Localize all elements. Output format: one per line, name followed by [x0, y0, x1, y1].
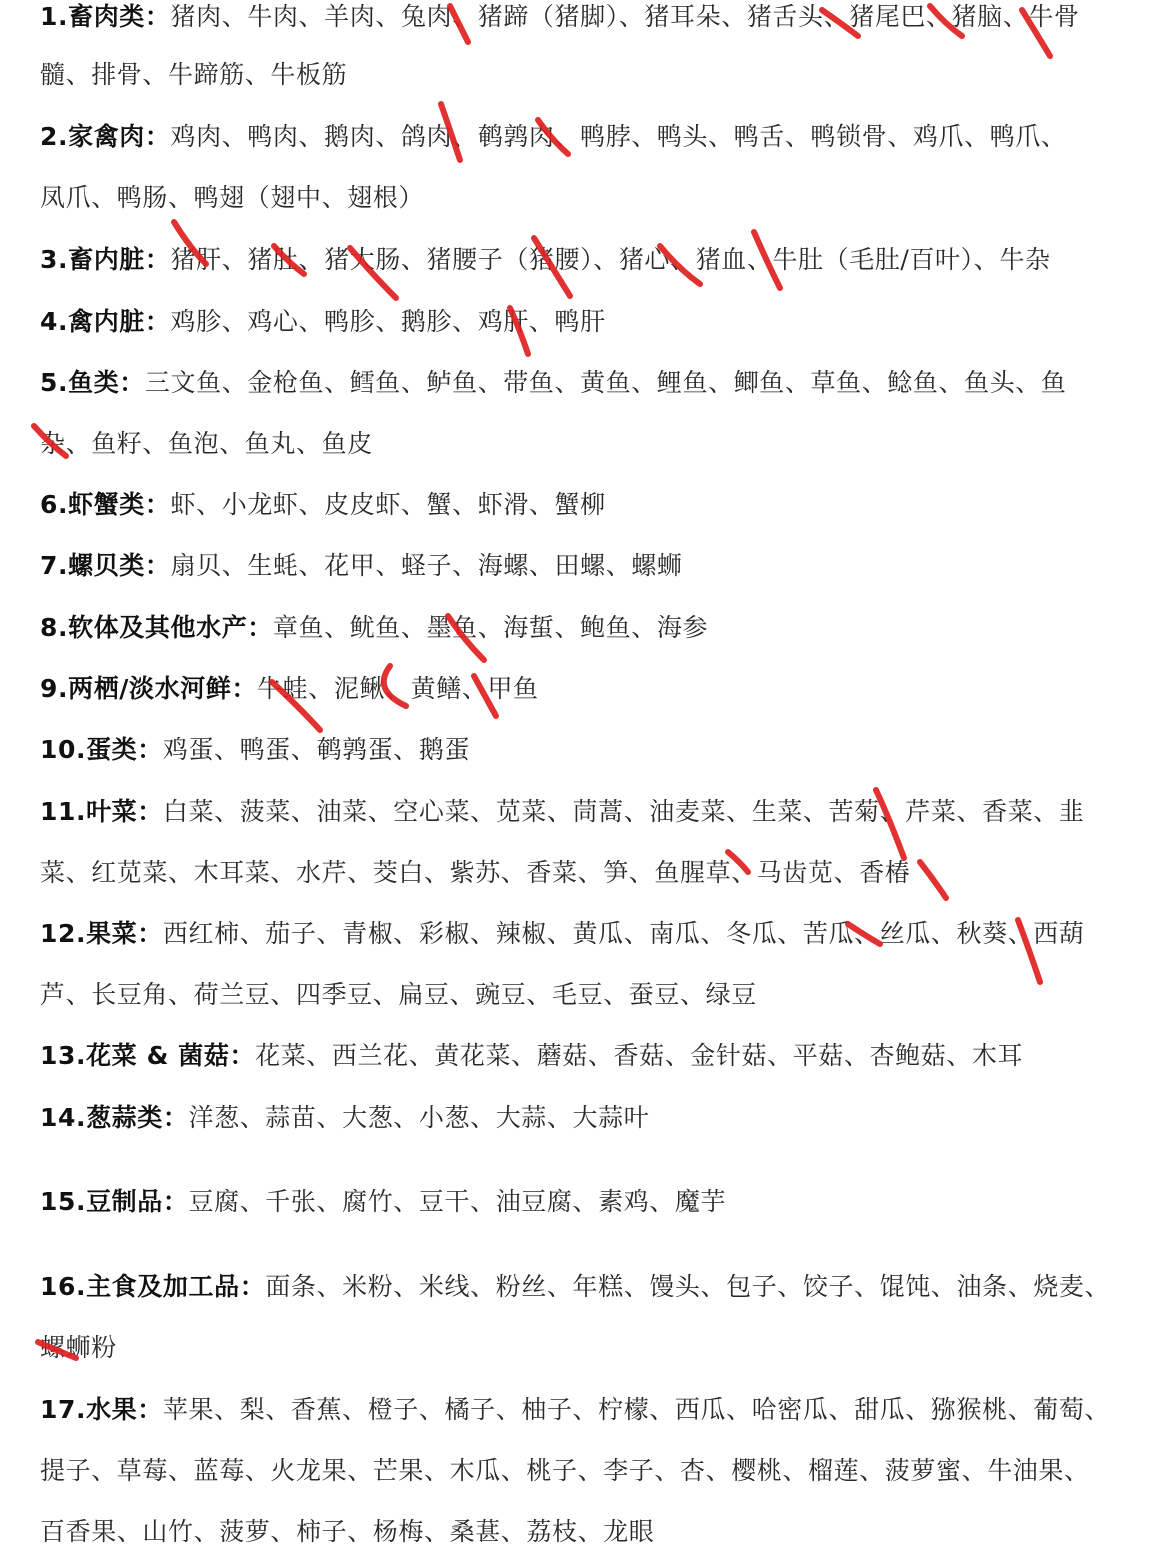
category-label: 9.两栖/淡水河鲜 [40, 674, 232, 703]
colon: ： [137, 735, 163, 764]
category-12-line1 [40, 917, 1085, 951]
category-7-line1 [40, 549, 683, 583]
category-items-continued: 杂、鱼籽、鱼泡、鱼丸、鱼皮 [40, 429, 373, 458]
category-items: 鸡肉、鸭肉、鹅肉、鸽肉、鹌鹑肉、鸭脖、鸭头、鸭舌、鸭锁骨、鸡爪、鸭爪、 [170, 122, 1067, 151]
category-items: 面条、米粉、米线、粉丝、年糕、馒头、包子、饺子、馄饨、油条、烧麦、 [265, 1272, 1111, 1301]
colon: ： [229, 1041, 256, 1070]
category-label: 5.鱼类 [40, 368, 120, 397]
category-items-continued: 凤爪、鸭肠、鸭翅（翅中、翅根） [40, 183, 425, 212]
category-label: 2.家禽肉 [40, 122, 145, 151]
category-items: 三文鱼、金枪鱼、鳕鱼、鲈鱼、带鱼、黄鱼、鲤鱼、鲫鱼、草鱼、鲶鱼、鱼头、鱼 [144, 368, 1067, 397]
category-items-continued: 提子、草莓、蓝莓、火龙果、芒果、木瓜、桃子、李子、杏、樱桃、榴莲、菠萝蜜、牛油果、 [40, 1456, 1090, 1485]
category-label: 7.螺贝类 [40, 551, 145, 580]
category-17-line3 [40, 1515, 654, 1549]
colon: ： [162, 1187, 189, 1216]
category-12-line2 [40, 978, 757, 1012]
category-2-line2 [40, 181, 424, 215]
category-5-line2 [40, 427, 373, 461]
category-label: 11.叶菜 [40, 797, 138, 826]
category-2-line1 [40, 120, 1067, 154]
category-16-line1 [40, 1270, 1110, 1304]
colon: ： [137, 1395, 163, 1424]
category-label: 1.畜肉类 [40, 2, 145, 31]
category-1-line1 [40, 0, 1080, 34]
category-items: 虾、小龙虾、皮皮虾、蟹、虾滑、蟹柳 [170, 490, 606, 519]
colon: ： [144, 122, 171, 151]
category-1-line2 [40, 58, 347, 92]
category-9-line1 [40, 672, 539, 706]
category-label: 10.蛋类 [40, 735, 138, 764]
category-items: 猪肉、牛肉、羊肉、兔肉、猪蹄（猪脚）、猪耳朵、猪舌头、猪尾巴、猪脑、牛骨 [170, 2, 1080, 31]
category-items: 苹果、梨、香蕉、橙子、橘子、柚子、柠檬、西瓜、哈密瓜、甜瓜、猕猴桃、葡萄、 [162, 1395, 1111, 1424]
category-label: 17.水果 [40, 1395, 138, 1424]
category-items-continued: 菜、红苋菜、木耳菜、水芹、茭白、紫苏、香菜、笋、鱼腥草、马齿苋、香椿 [40, 858, 911, 887]
category-items-continued: 百香果、山竹、菠萝、柿子、杨梅、桑葚、荔枝、龙眼 [40, 1517, 655, 1546]
strike-mark [920, 862, 946, 898]
category-label: 6.虾蟹类 [40, 490, 145, 519]
category-label: 13.花菜 & 菌菇 [40, 1041, 230, 1070]
colon: ： [239, 1272, 266, 1301]
category-17-line1 [40, 1393, 1110, 1427]
colon: ： [144, 245, 171, 274]
category-13-line1 [40, 1039, 1023, 1073]
colon: ： [137, 919, 163, 948]
colon: ： [144, 2, 171, 31]
category-label: 4.禽内脏 [40, 307, 145, 336]
colon: ： [144, 490, 171, 519]
category-8-line1 [40, 611, 708, 645]
category-3-line1 [40, 243, 1051, 277]
category-items: 洋葱、蒜苗、大葱、小葱、大蒜、大蒜叶 [188, 1103, 650, 1132]
category-6-line1 [40, 488, 606, 522]
category-label: 8.软体及其他水产 [40, 613, 248, 642]
category-items: 章鱼、鱿鱼、墨鱼、海蜇、鲍鱼、海参 [272, 613, 709, 642]
category-items-continued: 螺蛳粉 [40, 1333, 117, 1362]
colon: ： [144, 551, 171, 580]
category-items: 猪肝、猪肚、猪大肠、猪腰子（猪腰）、猪心、猪血、牛肚（毛肚/百叶）、牛杂 [170, 245, 1051, 274]
colon: ： [162, 1103, 189, 1132]
colon: ： [247, 613, 273, 642]
colon: ： [231, 674, 258, 703]
category-label: 3.畜内脏 [40, 245, 145, 274]
category-16-line2 [40, 1331, 117, 1365]
category-14-line1 [40, 1101, 649, 1135]
category-items: 豆腐、千张、腐竹、豆干、油豆腐、素鸡、魔芋 [188, 1187, 727, 1216]
category-4-line1 [40, 305, 606, 339]
category-items: 白菜、菠菜、油菜、空心菜、苋菜、茼蒿、油麦菜、生菜、苦菊、芹菜、香菜、韭 [162, 797, 1085, 826]
category-label: 12.果菜 [40, 919, 138, 948]
category-items-continued: 髓、排骨、牛蹄筋、牛板筋 [40, 60, 348, 89]
category-label: 16.主食及加工品 [40, 1272, 240, 1301]
category-17-line2 [40, 1454, 1090, 1488]
colon: ： [119, 368, 145, 397]
category-10-line1 [40, 733, 470, 767]
category-5-line1 [40, 366, 1067, 400]
category-11-line1 [40, 795, 1085, 829]
category-items: 牛蛙、泥鳅、黄鳝、甲鱼 [257, 674, 539, 703]
category-11-line2 [40, 856, 910, 890]
category-items: 花菜、西兰花、黄花菜、蘑菇、香菇、金针菇、平菇、杏鲍菇、木耳 [255, 1041, 1024, 1070]
category-items: 鸡蛋、鸭蛋、鹌鹑蛋、鹅蛋 [162, 735, 471, 764]
category-items: 西红柿、茄子、青椒、彩椒、辣椒、黄瓜、南瓜、冬瓜、苦瓜、丝瓜、秋葵、西葫 [162, 919, 1085, 948]
category-items: 扇贝、生蚝、花甲、蛏子、海螺、田螺、螺蛳 [170, 551, 683, 580]
category-items-continued: 芦、长豆角、荷兰豆、四季豆、扁豆、豌豆、毛豆、蚕豆、绿豆 [40, 980, 757, 1009]
colon: ： [144, 307, 171, 336]
category-items: 鸡胗、鸡心、鸭胗、鹅胗、鸡肝、鸭肝 [170, 307, 606, 336]
category-15-line1 [40, 1185, 726, 1219]
colon: ： [137, 797, 163, 826]
category-label: 15.豆制品 [40, 1187, 163, 1216]
category-label: 14.葱蒜类 [40, 1103, 163, 1132]
